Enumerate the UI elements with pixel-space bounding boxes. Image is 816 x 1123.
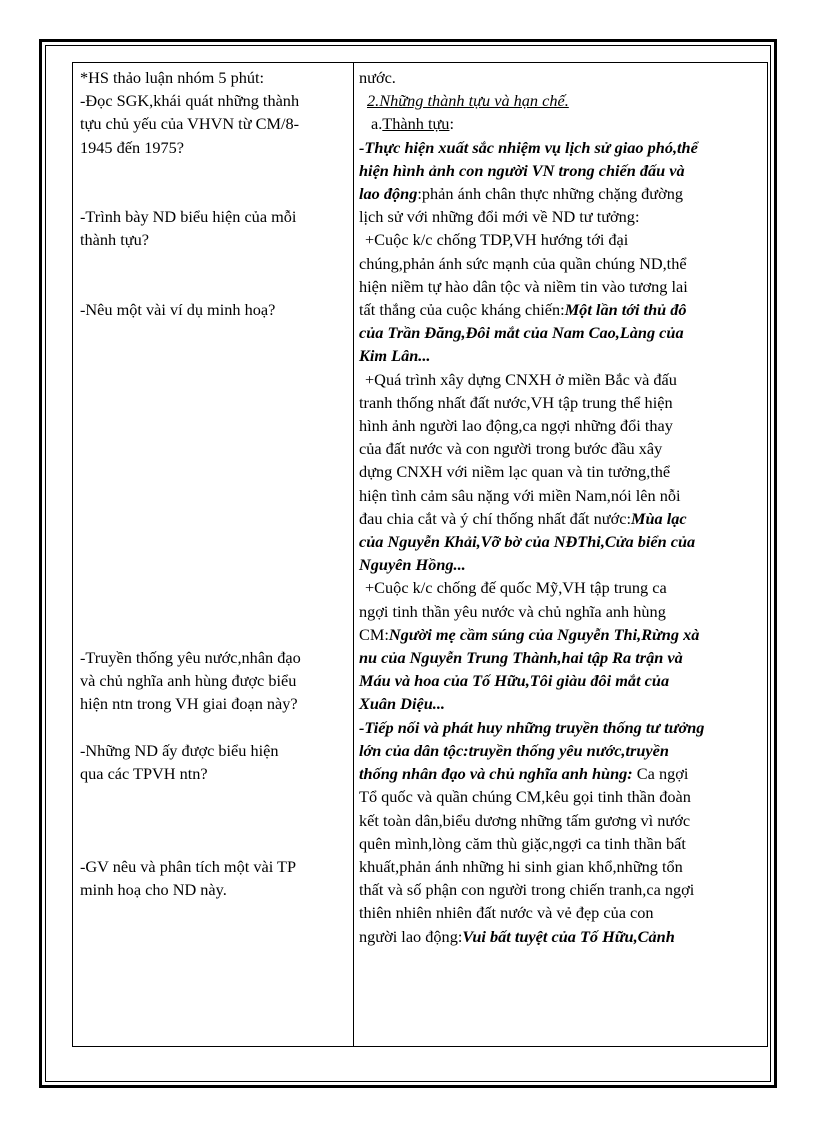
- content-line: khuất,phản ánh những hi sinh gian khổ,những tổn: [359, 856, 683, 876]
- content-line: quên mình,lòng căm thù giặc,ngợi ca tinh thần bất: [359, 833, 686, 853]
- content-line: +Quá trình xây dựng CNXH ở miền Bắc và đấu: [365, 369, 677, 389]
- left-line: -Nêu một vài ví dụ minh hoạ?: [80, 300, 276, 319]
- left-line: 1945 đến 1975?: [80, 137, 184, 157]
- left-line: -Truyền thống yêu nước,nhân đạo: [80, 648, 301, 667]
- subsection-heading: [359, 112, 765, 135]
- column-divider: [353, 63, 354, 1046]
- content-line: -Thực hiện xuất sắc nhiệm vụ lịch sử giao phó,thể: [359, 137, 698, 157]
- content-line: ngợi tinh thần yêu nước và chủ nghĩa anh hùng: [359, 601, 666, 621]
- content-line: Máu và hoa của Tố Hữu,Tôi giàu đôi mắt của: [359, 671, 670, 691]
- content-line: nước.: [359, 68, 396, 87]
- content-line: Xuân Diệu...: [359, 694, 445, 714]
- content-line: [359, 925, 765, 948]
- plain-text: :phản ánh chân thực những chặng đường: [417, 184, 684, 204]
- plain-text: người lao động:: [359, 926, 463, 946]
- subsection-title: Thành tựu: [382, 114, 450, 134]
- bold-text: Một lần tới thủ đô: [564, 300, 687, 320]
- subsection-prefix: a.: [371, 114, 383, 134]
- left-line: qua các TPVH ntn?: [80, 764, 208, 783]
- content-line: thiên nhiên nhiên đất nước và vẻ đẹp của con: [359, 903, 654, 923]
- left-line: minh hoạ cho ND này.: [80, 880, 227, 899]
- content-line: thất và số phận con người trong chiến tranh,ca ngợi: [359, 880, 695, 900]
- content-line: [359, 762, 765, 785]
- content-line: Tổ quốc và quần chúng CM,kêu gọi tinh thần đoàn: [359, 787, 691, 807]
- content-line: [359, 182, 765, 205]
- content-line: [359, 298, 765, 321]
- left-line: hiện ntn trong VH giai đoạn này?: [80, 694, 298, 714]
- bold-text: Mùa lạc: [630, 508, 687, 528]
- content-line: của đất nước và con người trong bước đầu xây: [359, 439, 663, 459]
- content-line: hình ảnh người lao động,ca ngợi những đổi thay: [359, 416, 673, 436]
- left-line: thành tựu?: [80, 230, 149, 250]
- lesson-table: [72, 62, 768, 1047]
- content-line: tranh thống nhất đất nước,VH tập trung thể hiện: [359, 392, 673, 412]
- content-line: lớn của dân tộc:truyền thống yêu nước,truyền: [359, 740, 669, 760]
- content-line: -Tiếp nối và phát huy những truyền thống tư tưởng: [359, 717, 705, 737]
- content-line: hiện tình cảm sâu nặng với miền Nam,nói lên nỗi: [359, 485, 681, 505]
- content-line: hiện hình ảnh con người VN trong chiến đấu và: [359, 160, 685, 180]
- content-column: [359, 66, 765, 948]
- bold-text: lao động: [359, 184, 418, 204]
- content-line: nu của Nguyễn Trung Thành,hai tập Ra trận và: [359, 648, 683, 668]
- content-line: +Cuộc k/c chống đế quốc Mỹ,VH tập trung ca: [365, 578, 667, 598]
- plain-text: CM:: [359, 624, 389, 644]
- content-line: của Nguyễn Khải,Vỡ bờ của NĐThi,Cửa biển của: [359, 532, 696, 552]
- content-line: kết toàn dân,biểu dương những tấm gương vì nước: [359, 810, 691, 830]
- left-line: tựu chủ yếu của VHVN từ CM/8-: [80, 114, 300, 134]
- content-line: dựng CNXH với niềm lạc quan và tin tưởng,thể: [359, 462, 671, 482]
- content-line: Nguyên Hồng...: [359, 555, 466, 575]
- left-line: -Những ND ấy được biểu hiện: [80, 740, 279, 760]
- plain-text: tất thắng của cuộc kháng chiến:: [359, 300, 565, 320]
- content-line: của Trần Đăng,Đôi mắt của Nam Cao,Làng của: [359, 323, 684, 343]
- content-line: +Cuộc k/c chống TDP,VH hướng tới đại: [365, 230, 629, 250]
- bold-text: Vui bất tuyệt của Tố Hữu,Cảnh: [462, 926, 675, 946]
- bold-text: Người mẹ cầm súng của Nguyễn Thi,Rừng xà: [388, 624, 700, 644]
- content-line: [359, 623, 765, 646]
- plain-text: Ca ngợi: [632, 764, 689, 784]
- left-line: -Trình bày ND biểu hiện của mỗi: [80, 207, 297, 227]
- subsection-suffix: :: [449, 114, 454, 134]
- teacher-activity-column: [80, 66, 348, 901]
- section-heading: 2.Những thành tựu và hạn chế.: [367, 91, 569, 111]
- left-line: -Đọc SGK,khái quát những thành: [80, 91, 300, 111]
- left-line: *HS thảo luận nhóm 5 phút:: [80, 68, 265, 87]
- left-line: và chủ nghĩa anh hùng được biểu: [80, 671, 297, 691]
- left-line: -GV nêu và phân tích một vài TP: [80, 856, 296, 876]
- bold-text: thống nhân đạo và chủ nghĩa anh hùng:: [359, 764, 633, 784]
- content-line: chúng,phản ánh sức mạnh của quần chúng ND,thể: [359, 253, 687, 273]
- content-line: hiện niềm tự hào dân tộc và niềm tin vào tương lai: [359, 276, 688, 296]
- content-line: Kim Lân...: [359, 346, 431, 366]
- content-line: lịch sử với những đổi mới về ND tư tưởng:: [359, 207, 640, 227]
- plain-text: đau chia cắt và ý chí thống nhất đất nước:: [359, 508, 631, 528]
- content-line: [359, 507, 765, 530]
